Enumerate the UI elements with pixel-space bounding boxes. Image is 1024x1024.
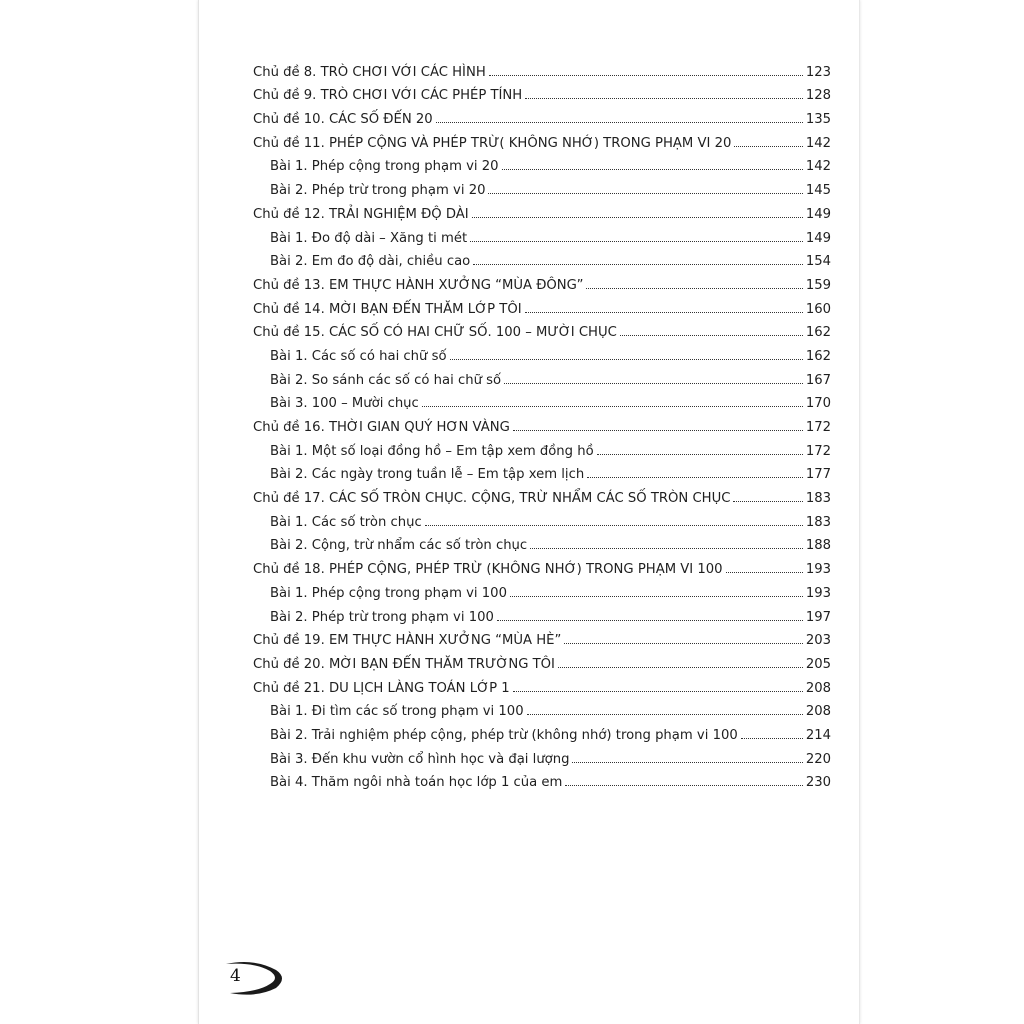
- toc-entry: [253, 648, 831, 672]
- dot-leader: [587, 477, 803, 478]
- toc-subentry: [253, 459, 831, 483]
- dot-leader: [597, 454, 803, 455]
- toc-entry-title: Bài 1. Một số loại đồng hồ – Em tập xem đồng hồ: [270, 443, 594, 459]
- toc-entry-title: Chủ đề 20. MỜI BẠN ĐẾN THĂM TRƯỜNG TÔI: [253, 656, 555, 672]
- toc-subentry: [253, 340, 831, 364]
- toc-entry: [253, 198, 831, 222]
- toc-entry-title: Bài 1. Đo độ dài – Xăng ti mét: [270, 230, 468, 246]
- toc-entry-page: 135: [805, 112, 831, 128]
- toc-entry-page: 142: [805, 135, 831, 151]
- table-of-contents: [253, 56, 831, 790]
- dot-leader: [497, 620, 803, 621]
- toc-entry-title: Chủ đề 14. MỜI BẠN ĐẾN THĂM LỚP TÔI: [253, 301, 522, 317]
- toc-subentry: [253, 743, 831, 767]
- toc-subentry: [253, 222, 831, 246]
- toc-entry-title: Chủ đề 21. DU LỊCH LÀNG TOÁN LỚP 1: [253, 680, 510, 696]
- toc-entry-page: 154: [805, 254, 831, 270]
- toc-entry-title: Bài 2. Các ngày trong tuần lễ – Em tập xem lịch: [270, 467, 585, 483]
- dot-leader: [620, 335, 803, 336]
- toc-entry: [253, 269, 831, 293]
- dot-leader: [734, 146, 802, 147]
- toc-entry-page: 149: [805, 206, 831, 222]
- toc-entry-page: 167: [805, 372, 831, 388]
- toc-entry-page: 220: [805, 751, 831, 767]
- toc-subentry: [253, 577, 831, 601]
- dot-leader: [472, 217, 803, 218]
- dot-leader: [422, 406, 803, 407]
- dot-leader: [489, 75, 803, 76]
- toc-subentry: [253, 696, 831, 720]
- toc-subentry: [253, 364, 831, 388]
- dot-leader: [473, 264, 803, 265]
- toc-entry-page: 183: [805, 491, 831, 507]
- toc-entry-page: 205: [805, 656, 831, 672]
- dot-leader: [425, 525, 803, 526]
- toc-subentry: [253, 530, 831, 554]
- dot-leader: [470, 241, 803, 242]
- toc-entry: [253, 103, 831, 127]
- toc-subentry: [253, 435, 831, 459]
- dot-leader: [504, 383, 803, 384]
- toc-entry-title: Chủ đề 10. CÁC SỐ ĐẾN 20: [253, 112, 433, 128]
- toc-entry-page: 208: [805, 704, 831, 720]
- dot-leader: [488, 193, 802, 194]
- dot-leader: [741, 738, 803, 739]
- toc-entry-title: Bài 2. Phép trừ trong phạm vi 20: [270, 183, 486, 199]
- toc-entry-page: 160: [805, 301, 831, 317]
- toc-subentry: [253, 767, 831, 791]
- toc-subentry: [253, 506, 831, 530]
- toc-entry: [253, 411, 831, 435]
- toc-entry-title: Bài 2. Em đo độ dài, chiều cao: [270, 254, 471, 270]
- toc-entry-page: 172: [805, 443, 831, 459]
- toc-entry-title: Bài 2. Phép trừ trong phạm vi 100: [270, 609, 494, 625]
- dot-leader: [527, 714, 803, 715]
- toc-subentry: [253, 601, 831, 625]
- toc-entry-page: 142: [805, 159, 831, 175]
- toc-subentry: [253, 174, 831, 198]
- toc-entry-page: 145: [805, 183, 831, 199]
- dot-leader: [586, 288, 802, 289]
- toc-subentry: [253, 388, 831, 412]
- dot-leader: [558, 667, 803, 668]
- toc-entry-page: 188: [805, 538, 831, 554]
- toc-entry-page: 128: [805, 88, 831, 104]
- toc-entry-page: 208: [805, 680, 831, 696]
- dot-leader: [510, 596, 803, 597]
- dot-leader: [513, 691, 803, 692]
- toc-entry-page: 172: [805, 420, 831, 435]
- toc-subentry: [253, 246, 831, 270]
- toc-entry-title: Bài 3. 100 – Mười chục: [270, 396, 419, 412]
- toc-entry-title: Chủ đề 18. PHÉP CỘNG, PHÉP TRỪ (KHÔNG NHỚ) TRONG PHẠM VI 100: [253, 562, 723, 578]
- toc-entry-title: Chủ đề 13. EM THỰC HÀNH XƯỞNG “MÙA ĐÔNG”: [253, 277, 584, 293]
- toc-entry: [253, 317, 831, 341]
- toc-entry-title: Chủ đề 19. EM THỰC HÀNH XƯỞNG “MÙA HÈ”: [253, 633, 562, 649]
- toc-entry-page: 162: [805, 325, 831, 341]
- toc-entry-page: 230: [805, 775, 831, 791]
- dot-leader: [530, 548, 803, 549]
- toc-entry-page: 193: [805, 562, 831, 578]
- toc-entry-title: Bài 1. Đi tìm các số trong phạm vi 100: [270, 704, 524, 720]
- toc-entry-page: 203: [805, 633, 831, 649]
- dot-leader: [513, 430, 803, 431]
- toc-entry-title: Bài 2. Cộng, trừ nhẩm các số tròn chục: [270, 538, 528, 554]
- toc-entry-page: 159: [805, 277, 831, 293]
- toc-entry-title: Bài 4. Thăm ngôi nhà toán học lớp 1 của em: [270, 775, 563, 791]
- toc-entry-title: Chủ đề 11. PHÉP CỘNG VÀ PHÉP TRỪ( KHÔNG NHỚ) TRONG PHẠM VI 20: [253, 135, 732, 151]
- toc-entry: [253, 553, 831, 577]
- toc-entry-title: Bài 3. Đến khu vườn cổ hình học và đại lượng: [270, 751, 570, 767]
- toc-entry-title: Bài 1. Phép cộng trong phạm vi 100: [270, 585, 507, 601]
- dot-leader: [726, 572, 803, 573]
- dot-leader: [733, 501, 802, 502]
- page-number: 4: [230, 966, 241, 986]
- toc-entry-page: 162: [805, 348, 831, 364]
- dot-leader: [565, 785, 802, 786]
- toc-entry-title: Bài 2. So sánh các số có hai chữ số: [270, 372, 502, 388]
- toc-entry: [253, 127, 831, 151]
- toc-entry-title: Chủ đề 12. TRẢI NGHIỆM ĐỘ DÀI: [253, 206, 469, 222]
- toc-subentry: [253, 151, 831, 175]
- toc-entry: [253, 80, 831, 104]
- toc-entry-page: 193: [805, 585, 831, 601]
- toc-entry-page: 177: [805, 467, 831, 483]
- toc-entry-page: 214: [805, 727, 831, 743]
- toc-entry: [253, 482, 831, 506]
- toc-entry-page: 123: [805, 64, 831, 80]
- toc-entry-title: Bài 1. Phép cộng trong phạm vi 20: [270, 159, 499, 175]
- dot-leader: [525, 312, 803, 313]
- toc-subentry: [253, 719, 831, 743]
- toc-entry-page: 149: [805, 230, 831, 246]
- toc-entry-title: Chủ đề 8. TRÒ CHƠI VỚI CÁC HÌNH: [253, 64, 486, 80]
- dot-leader: [436, 122, 803, 123]
- toc-entry-title: Chủ đề 17. CÁC SỐ TRÒN CHỤC. CỘNG, TRỪ NHẨM CÁC SỐ TRÒN CHỤC: [253, 491, 731, 507]
- toc-entry-title: Chủ đề 9. TRÒ CHƠI VỚI CÁC PHÉP TÍNH: [253, 88, 523, 104]
- page-footer: [224, 960, 294, 996]
- toc-entry: [253, 56, 831, 80]
- dot-leader: [525, 98, 803, 99]
- toc-entry-title: Chủ đề 15. CÁC SỐ CÓ HAI CHỮ SỐ. 100 – MƯỜI CHỤC: [253, 325, 617, 341]
- toc-entry-page: 170: [805, 396, 831, 412]
- toc-entry: [253, 625, 831, 649]
- toc-entry: [253, 672, 831, 696]
- toc-entry: [253, 293, 831, 317]
- toc-entry-title: Bài 1. Các số có hai chữ số: [270, 348, 447, 364]
- dot-leader: [564, 643, 803, 644]
- toc-entry-page: 197: [805, 609, 831, 625]
- toc-entry-title: Bài 1. Các số tròn chục: [270, 514, 422, 530]
- dot-leader: [450, 359, 803, 360]
- toc-entry-title: Bài 2. Trải nghiệm phép cộng, phép trừ (không nhớ) trong phạm vi 100: [270, 727, 738, 743]
- dot-leader: [502, 169, 803, 170]
- toc-entry-title: Chủ đề 16. THỜI GIAN QUÝ HƠN VÀNG: [253, 420, 510, 435]
- toc-entry-page: 183: [805, 514, 831, 530]
- dot-leader: [572, 762, 802, 763]
